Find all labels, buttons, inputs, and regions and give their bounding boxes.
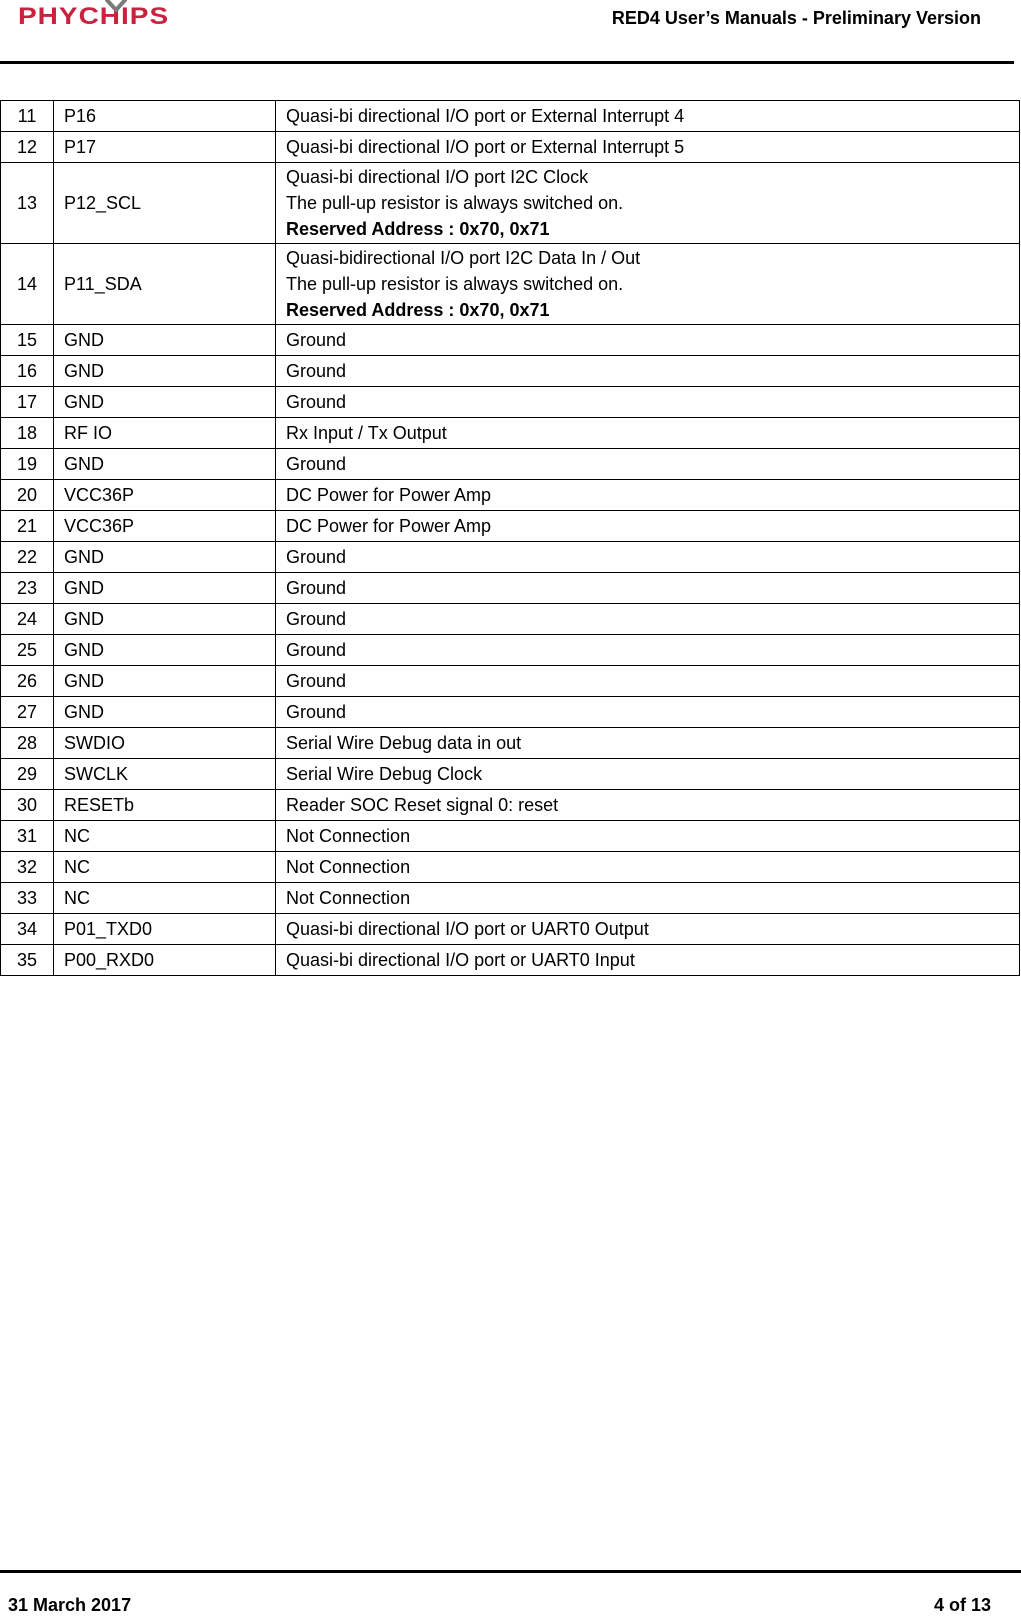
table-row [1,511,1020,542]
table-row [1,325,1020,356]
pin-description [276,418,1020,449]
pin-description [276,697,1020,728]
pin-description [276,790,1020,821]
page-header [0,0,1021,64]
description-line: Quasi-bi directional I/O port or External Interrupt 5 [286,137,685,157]
description-line: Ground [286,671,347,691]
pin-number: 27 [1,697,54,728]
table-row [1,356,1020,387]
table-row [1,244,1020,325]
pin-number: 23 [1,573,54,604]
table-row [1,132,1020,163]
pin-description [276,542,1020,573]
pin-description [276,728,1020,759]
logo-chevron-icon [105,0,127,12]
pin-number: 32 [1,852,54,883]
pin-description [276,573,1020,604]
footer-date: 31 March 2017 [8,1595,132,1615]
table-row [1,790,1020,821]
table-row [1,945,1020,976]
header-divider [0,61,1014,64]
pin-number: 19 [1,449,54,480]
table-row [1,480,1020,511]
description-line: Serial Wire Debug Clock [286,764,483,784]
pin-name: GND [54,666,276,697]
pin-table [0,100,1020,976]
description-line: Serial Wire Debug data in out [286,733,522,753]
pin-number: 16 [1,356,54,387]
pin-number: 33 [1,883,54,914]
pin-description [276,759,1020,790]
pin-description [276,821,1020,852]
description-line: Not Connection [286,857,411,877]
pin-name: GND [54,697,276,728]
table-row [1,728,1020,759]
pin-name: VCC36P [54,511,276,542]
pin-description [276,356,1020,387]
pin-name: GND [54,573,276,604]
description-line: Quasi-bi directional I/O port or UART0 Input [286,950,635,970]
pin-description [276,945,1020,976]
pin-name: P12_SCL [54,163,276,244]
pin-number: 31 [1,821,54,852]
pin-number: 17 [1,387,54,418]
description-line: Ground [286,578,347,598]
description-line: DC Power for Power Amp [286,516,492,536]
pin-name: GND [54,635,276,666]
description-line: Not Connection [286,826,411,846]
table-row [1,883,1020,914]
pin-name: VCC36P [54,480,276,511]
page-number: 4 of 13 [933,1595,991,1615]
pin-description [276,511,1020,542]
table-row [1,418,1020,449]
table-row [1,697,1020,728]
pin-number: 11 [1,101,54,132]
pin-name: SWCLK [54,759,276,790]
pin-description [276,325,1020,356]
pin-number: 22 [1,542,54,573]
pin-number: 28 [1,728,54,759]
description-line: Ground [286,361,347,381]
pin-name: GND [54,387,276,418]
pin-number: 21 [1,511,54,542]
pin-number: 30 [1,790,54,821]
table-row [1,914,1020,945]
description-line: Ground [286,702,347,722]
table-row [1,852,1020,883]
pin-name: GND [54,604,276,635]
reserved-address-note: Reserved Address : 0x70, 0x71 [286,300,550,320]
table-row [1,573,1020,604]
pin-description [276,480,1020,511]
table-row [1,666,1020,697]
pin-description [276,604,1020,635]
pin-name: GND [54,356,276,387]
table-row [1,449,1020,480]
pin-number: 12 [1,132,54,163]
pin-number: 26 [1,666,54,697]
pin-number: 24 [1,604,54,635]
reserved-address-note: Reserved Address : 0x70, 0x71 [286,219,550,239]
pin-description [276,666,1020,697]
pin-name: P00_RXD0 [54,945,276,976]
pin-number: 25 [1,635,54,666]
pin-number: 18 [1,418,54,449]
description-line: DC Power for Power Amp [286,485,492,505]
pin-number: 14 [1,244,54,325]
pin-name: SWDIO [54,728,276,759]
description-line: Quasi-bi directional I/O port I2C Clock [286,167,589,187]
pin-description [276,132,1020,163]
description-line: Ground [286,609,347,629]
description-line: Ground [286,392,347,412]
footer-divider [0,1570,1021,1573]
description-line: Quasi-bi directional I/O port or External Interrupt 4 [286,106,685,126]
description-line: Not Connection [286,888,411,908]
pin-description [276,635,1020,666]
table-row [1,821,1020,852]
description-line: Ground [286,454,347,474]
pin-name: P16 [54,101,276,132]
pin-number: 20 [1,480,54,511]
description-line: Ground [286,640,347,660]
pin-name: NC [54,852,276,883]
description-line: Ground [286,547,347,567]
description-line: Quasi-bidirectional I/O port I2C Data In / Out [286,248,641,268]
pin-name: RESETb [54,790,276,821]
pin-description [276,101,1020,132]
table-row [1,542,1020,573]
pin-name: GND [54,325,276,356]
pin-name: NC [54,821,276,852]
pin-description [276,883,1020,914]
pin-name: GND [54,449,276,480]
table-row [1,635,1020,666]
pin-name: GND [54,542,276,573]
table-row [1,163,1020,244]
logo-text: PHYCHIPS [18,2,170,30]
table-row [1,387,1020,418]
pin-number: 13 [1,163,54,244]
pin-description [276,163,1020,244]
description-line: Reader SOC Reset signal 0: reset [286,795,559,815]
pin-number: 35 [1,945,54,976]
pin-name: P17 [54,132,276,163]
table-row [1,604,1020,635]
pin-name: RF IO [54,418,276,449]
description-line: Ground [286,330,347,350]
table-row [1,101,1020,132]
pin-name: P01_TXD0 [54,914,276,945]
company-logo [18,2,169,36]
pin-description [276,387,1020,418]
table-row [1,759,1020,790]
pin-table-body [1,101,1020,976]
pin-description [276,852,1020,883]
pin-description [276,914,1020,945]
pin-description [276,449,1020,480]
description-line: The pull-up resistor is always switched on. [286,193,624,213]
document-title: RED4 User’s Manuals - Preliminary Version [611,8,981,28]
pin-number: 34 [1,914,54,945]
description-line: Quasi-bi directional I/O port or UART0 Output [286,919,649,939]
pin-number: 15 [1,325,54,356]
pin-name: NC [54,883,276,914]
description-line: Rx Input / Tx Output [286,423,447,443]
pin-name: P11_SDA [54,244,276,325]
description-line: The pull-up resistor is always switched on. [286,274,624,294]
pin-number: 29 [1,759,54,790]
pin-description [276,244,1020,325]
